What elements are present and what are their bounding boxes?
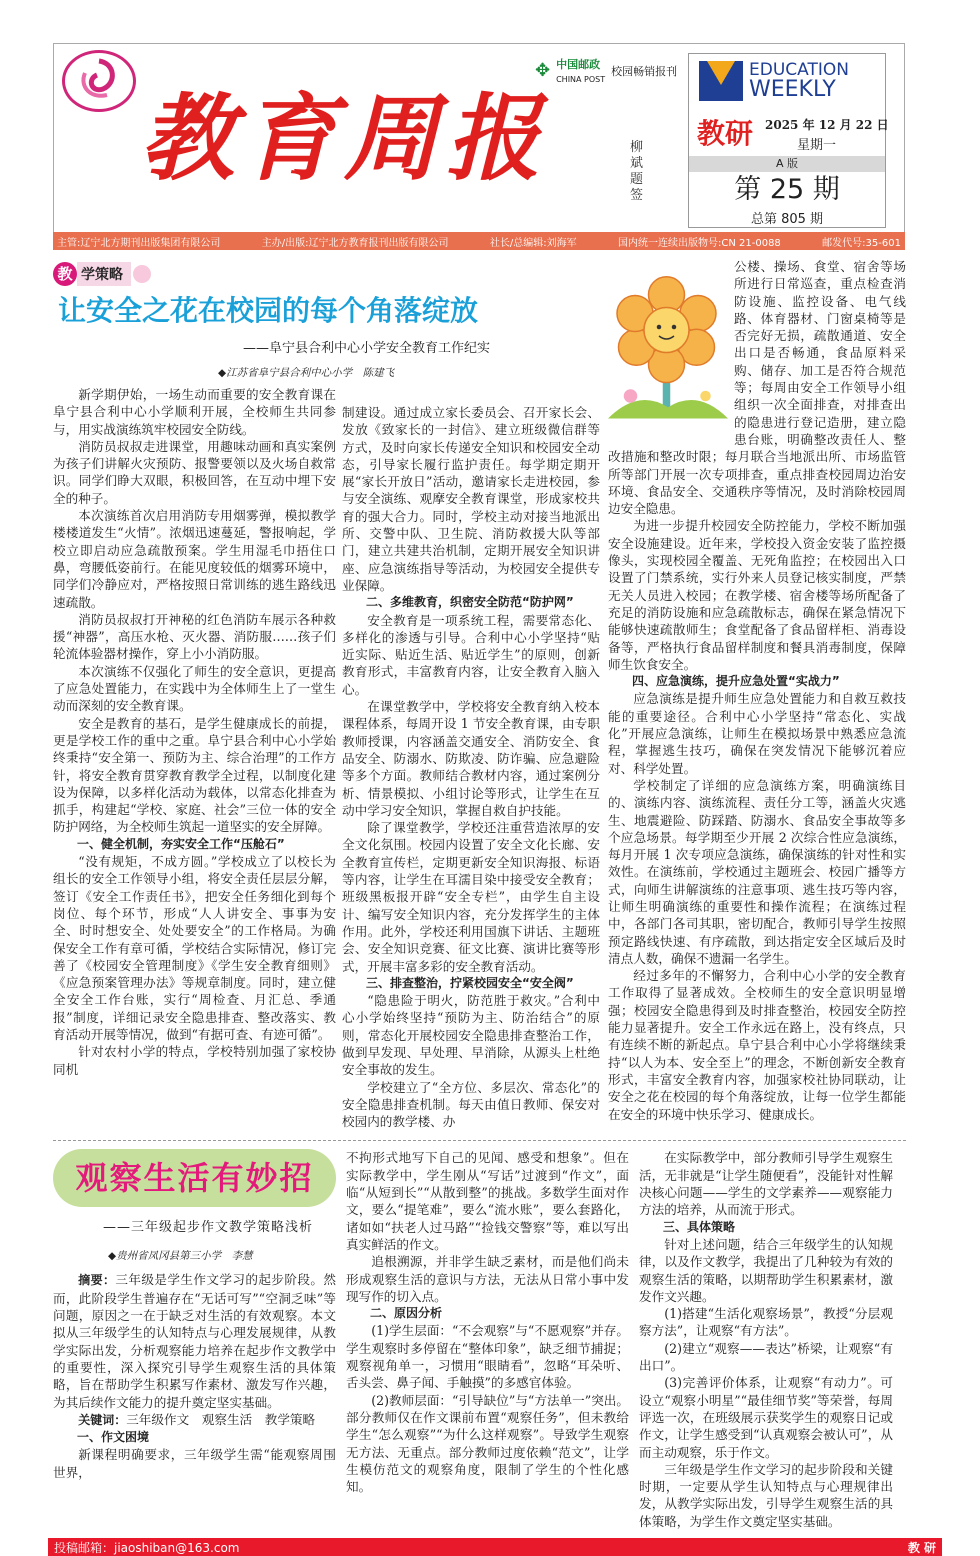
paragraph: 除了课堂教学，学校还注重营造浓厚的安全文化氛围。校园内设置了安全文化长廊、安全教育宣传栏，定期更新安全知识海报、标语等内容，让学生在耳濡目染中接受安全教育；班级黑板报开辟“安全专栏”，由学生自主设计、编写安全知识内容，充分发挥学生的主体作用。此外，学校还利用国旗下讲话、主题班会、安全知识竞赛、征文比赛、演讲比赛等形式，开展丰富多彩的安全教育活动。: [342, 820, 600, 974]
edition-label: A 版: [689, 156, 885, 172]
article2-column-2: [346, 1149, 629, 1495]
tag-text: 学策略: [77, 262, 131, 286]
paragraph: (1)搭建“生活化观察场景”，教授“分层观察方法”，让观察“有方法”。: [639, 1306, 893, 1339]
footer-bar: [48, 1538, 942, 1556]
section-heading: 三、具体策略: [663, 1219, 736, 1234]
abstract-text: 三年级是学生作文学习的起步阶段。然而，此阶段学生普遍存在“无话可写”“空洞乏味”等问题，原因之一在于缺乏对生活的有效观察。本文拟从三年级学生的认知特点与心理发展规律，从教学实际出发，分析观察能力培养在起步作文教学中的重要性，深入探究引导学生观察生活的具体策略，旨在帮助学生积累写作素材、激发写作兴趣，为其后续作文能力的提升奠定坚实基础。: [53, 1272, 336, 1410]
submission-email: 投稿邮箱：jiaoshiban@163.com: [54, 1540, 240, 1555]
issue-box: [688, 53, 889, 228]
china-post-en: CHINA POST: [556, 75, 606, 84]
china-post-label: 中国邮政: [556, 58, 601, 71]
info-cn: 国内统一连续出版物号:CN 21-0088: [618, 237, 781, 249]
article1-column-3: [608, 258, 906, 1123]
section-heading: 一、健全机制，夯实安全工作“压舱石”: [77, 836, 285, 851]
section-heading: 四、应急演练，提升应急处置“实战力”: [632, 674, 840, 689]
section-heading: 二、原因分析: [370, 1306, 443, 1321]
info-editor: 社长/总编辑:刘海军: [489, 237, 577, 249]
weekday: 星期一: [797, 138, 837, 153]
column-tag: [53, 262, 600, 286]
education-weekly-logo: [699, 60, 849, 101]
section-heading: 三、排查整治，拧紧校园安全“安全阀”: [366, 975, 574, 990]
paragraph: 消防员叔叔打开神秘的红色消防车展示各种救援“神器”，高压水枪、灭火器、消防服……孩子们轮流体验器材操作，穿上小小消防服。: [53, 611, 336, 662]
paragraph: (1)学生层面：“不会观察”与“不愿观察”并存。学生观察时多停留在“整体印象”，缺乏细节捕捉；观察视角单一，习惯用“眼睛看”，忽略“耳朵听、舌头尝、鼻子闻、手触摸”的多感官体验。: [346, 1323, 629, 1391]
keywords: [53, 1411, 336, 1429]
article1-column-2: [342, 404, 600, 1130]
paragraph: 经过多年的不懈努力，合利中心小学的安全教育工作取得了显著成效。全校师生的安全意识明显增强；校园安全隐患得到及时排查整治，校园安全防控能力显著提升。安全工作永远在路上，没有终点，只有连续不断的新起点。阜宁县合利中心小学将继续秉持“以人为本、安全至上”的理念，不断创新安全教育形式，丰富安全教育内容，加强家校社协同联动，让安全之花在校园的每个角落绽放，让每一位学生都能在安全的环境中快乐学习、健康成长。: [608, 968, 906, 1122]
article2-subtitle: ——三年级起步作文教学策略浅析: [103, 1220, 314, 1236]
abstract: [53, 1271, 336, 1410]
article2-byline: ◆贵州省凤冈县第三小学 李慧: [108, 1250, 253, 1263]
page-body: [53, 258, 936, 1556]
award-logo: [62, 50, 136, 112]
paragraph: 本次演练不仅强化了师生的安全意识，更提高了应急处置能力，在实践中为全体师生上了一堂生动而深刻的安全教育课。: [53, 663, 336, 714]
article2-left: [53, 1149, 336, 1481]
keywords-label: 关键词：: [78, 1412, 127, 1427]
china-post-badge: [535, 56, 677, 85]
total-issue: 总第 805 期: [750, 212, 824, 227]
article2: [53, 1140, 906, 1530]
info-publisher: 主办/出版:辽宁北方教育报刊出版有限公司: [261, 237, 449, 249]
abstract-label: 摘要：: [78, 1273, 116, 1288]
keywords-text: 三年级作文 观察生活 教学策略: [126, 1411, 316, 1427]
tag-first-char: 教: [53, 262, 77, 286]
article1-byline: ◆江苏省阜宁县合利中心小学 陈建飞: [218, 367, 395, 379]
article1-subtitle: ——阜宁县合利中心小学安全教育工作纪实: [243, 341, 491, 356]
paragraph: 为进一步提升校园安全防控能力，学校不断加强安全设施建设。近年来，学校投入资金安装了监控摄像头，实现校园全覆盖、无死角监控；在校园出入口设置了门禁系统，实行外来人员登记核实制度，严禁无关人员进入校园；在教学楼、宿舍楼等场所配备了充足的消防设施和应急疏散标志，确保在紧急情况下能够快速疏散师生；食堂配备了食品留样柜、消毒设备等，严格执行食品留样制度和餐具消毒制度，保障师生饮食安全。: [608, 518, 906, 672]
paragraph: (2)教师层面：“引导缺位”与“方法单一”突出。部分教师仅在作文课前布置“观察任务”，但未教给学生“怎么观察”“为什么这样观察”。导致学生观察无方法、无重点。部分教师过度依赖“范文”，让学生模仿范文的观察角度，限制了学生的个性化感知。: [346, 1392, 629, 1495]
paragraph: 制建设。通过成立家长委员会、召开家长会、发放《致家长的一封信》、建立班级微信群等方式，及时向家长传递安全知识和校园安全动态，引导家长履行监护责任。每学期定期开展“家长开放日”活动，邀请家长走进校园，参与安全演练、观摩安全教育课堂，形成家校共育的强大合力。同时，学校主动对接当地派出所、交警中队、卫生院、消防救援大队等部门，建立共建共治机制，定期开展安全知识讲座、应急演练指导等活动，为校园安全提供专业保障。: [342, 405, 600, 593]
paragraph: 不拘形式地写下自己的见闻、感受和想象”。但在实际教学中，学生刚从“写话”过渡到“作文”，面临“从短到长”“从散到整”的挑战。多数学生面对作文，要么“提笔难”，要么“流水账”，要么套路化，诸如如“扶老人过马路”“捡钱交警察”等，难以写出真实鲜活的作文。: [346, 1150, 629, 1252]
article1: [53, 258, 906, 1130]
v-logo-icon: [699, 61, 743, 101]
article2-column-1: [53, 1271, 336, 1481]
paragraph: 追根溯源，并非学生缺乏素材，而是他们尚未形成观察生活的意识与方法，无法从日常小事中发现写作的切入点。: [346, 1254, 629, 1304]
paragraph: 针对农村小学的特点，学校特别加强了家校协同机: [53, 1044, 336, 1077]
footer-section: 教 研: [907, 1540, 936, 1555]
article1-column-1: [53, 386, 336, 1078]
article1-left: [53, 258, 600, 1130]
paragraph: 学校建立了“全方位、多层次、常态化”的安全隐患排查机制。每天由值日教师、保安对校园内的教学楼、办: [342, 1079, 600, 1130]
info-supervisor: 主管:辽宁北方期刊出版集团有限公司: [57, 237, 221, 249]
article2-title: 观察生活有妙招: [53, 1149, 336, 1207]
paragraph: 针对上述问题，结合三年级学生的认知规律，以及作文教学，我提出了几种较为有效的观察生活的策略，以期帮助学生积累素材，激发作文兴趣。: [639, 1236, 893, 1304]
award-logo-icon: [65, 53, 133, 109]
edu-line1: EDUCATION: [749, 60, 849, 80]
edu-line2: WEEKLY: [749, 77, 836, 102]
paragraph: “隐患险于明火，防范胜于救灾。”合利中心小学始终坚持“预防为主、防治结合”的原则，常态化开展校园安全隐患排查整治工作，做到早发现、早处理、早消除，从源头上杜绝安全事故的发生。: [342, 993, 600, 1078]
paragraph: 消防员叔叔走进课堂，用趣味动画和真实案例为孩子们讲解火灾预防、报警要领以及火场自救常识。同学们睁大双眼，积极回答，在互动中埋下安全的种子。: [53, 438, 336, 506]
newspaper-masthead: 教育周报: [140, 84, 549, 194]
tag-decoration: [133, 265, 151, 283]
paragraph: 公楼、操场、食堂、宿舍等场所进行日常巡查，重点检查消防设施、监控设备、电气线路、体育器材、门窗桌椅等是否完好无损，疏散通道、安全出口是否畅通，食品原料采购、储存、加工是否符合规范等；每周由安全工作领导小组组织一次全面排查，对排查出的隐患进行登记造册，建立隐患台账，明确整改责任人、整改措施和整改时限；每月联合当地派出所、市场监管所等部门开展一次专项排查，重点排查校园周边治安环境、食品安全、交通秩序等情况，及时消除校园周边安全隐患。: [608, 259, 906, 517]
paragraph: 安全是教育的基石，是学生健康成长的前提，更是学校工作的重中之重。阜宁县合利中心小学始终秉持“安全第一、预防为主、综合治理”的工作方针，将安全教育贯穿教育教学全过程，以制度化建设为保障，以多样化活动为载体，以常态化排查为抓手，构建起“学校、家庭、社会”三位一体的安全防护网络，为全校师生筑起一道坚实的安全屏障。: [53, 715, 336, 835]
calligrapher-signature: 柳斌题签: [630, 140, 644, 203]
paragraph: 应急演练是提升师生应急处置能力和自救互救技能的重要途径。合利中心小学坚持“常态化、实战化”开展应急演练，让师生在模拟场景中熟悉应急流程，掌握逃生技巧，确保在突发情况下能够沉着应对、科学处置。: [608, 691, 906, 776]
issue-number: 第 25 期: [734, 174, 840, 205]
article2-column-3: [639, 1149, 893, 1530]
paragraph: 新课程明确要求，三年级学生需“能观察周围世界，: [53, 1447, 336, 1480]
paragraph: 本次演练首次启用消防专用烟雾弹，模拟教学楼楼道发生“火情”。浓烟迅速蔓延，警报响起，学校立即启动应急疏散预案。学生用湿毛巾捂住口鼻，弯腰低姿前行。在能见度较低的烟雾环境中，同学们冷静应对，严格按照日常训练的逃生路线迅速疏散。: [53, 508, 336, 610]
paragraph: 安全教育是一项系统工程，需要常态化、多样化的渗透与引导。合利中心小学坚持“贴近实际、贴近生活、贴近学生”的原则，创新教育形式，丰富教育内容，让安全教育入脑入心。: [342, 612, 600, 697]
paragraph: 学校制定了详细的应急演练方案，明确演练目的、演练内容、演练流程、责任分工等，涵盖火灾逃生、地震避险、防踩踏、防溺水、食品安全事故等多个应急场景。每学期至少开展 2 次综合性应急演练，每月开展 1 次专项应急演练，确保演练的针对性和实效性。在演练前，学校通过主题班会、校园广播等方式，向师生讲解演练的注意事项、逃生技巧等内容，让师生明确演练的重要性和操作流程；在演练过程中，各部门各司其职，密切配合，教师引导学生按照预定路线快速、有序疏散，到达指定安全区域后及时清点人数，确保不遗漏一名学生。: [608, 777, 906, 966]
info-postal-code: 邮发代号:35-601: [822, 237, 901, 249]
paragraph: 在实际教学中，部分教师引导学生观察生活，无非就是“让学生随便看”，没能针对性解决核心问题——学生的文学素养——观察能力方法的培养，从而流于形式。: [639, 1150, 893, 1218]
issue-date: 2025 年 12 月 22 日: [765, 118, 889, 132]
flower-illustration: [608, 258, 728, 438]
section-heading: 二、多维教育，织密安全防范“防护网”: [366, 595, 574, 610]
section-heading: 一、作文困境: [77, 1430, 150, 1445]
publisher-info-bar: [53, 232, 905, 250]
paragraph: 在课堂教学中，学校将安全教育纳入校本课程体系，每周开设 1 节安全教育课，由专职教师授课，内容涵盖交通安全、消防安全、食品安全、防溺水、防欺凌、防诈骗、应急避险等多个方面。教师结合教材内容，通过案例分析、情景模拟、小组讨论等形式，让学生在互动中学习安全知识，掌握自救自护技能。: [342, 699, 600, 818]
paragraph: 三年级是学生作文学习的起步阶段和关键时期，一定要从学生认知特点与心理规律出发，从教学实际出发，引导学生观察生活的具体策略，为学生作文奠定坚实基础。: [639, 1461, 893, 1529]
article1-title: 让安全之花在校园的每个角落绽放: [58, 294, 479, 327]
section-label: 教研: [697, 117, 754, 150]
paragraph: “没有规矩，不成方圆。”学校成立了以校长为组长的安全工作领导小组，将安全责任层层分解，签订《安全工作责任书》，把安全任务细化到每个岗位、每个环节，形成“人人讲安全、事事为安全、时时想安全、处处要安全”的工作格局。为确保安全工作有章可循，学校结合实际情况，修订完善了《校园安全管理制度》《学生安全教育细则》《应急预案管理办法》等规章制度。同时，建立健全安全工作台账，实行“周检查、月汇总、季通报”制度，详细记录安全隐患排查、整改落实、教育活动开展等情况，做到“有据可查、有迹可循”。: [53, 854, 336, 1042]
paragraph: 新学期伊始，一场生动而重要的安全教育课在阜宁县合利中心小学顺利开展，全校师生共同参与，用实战演练筑牢校园安全防线。: [53, 387, 336, 437]
post-slogan: 校园畅销报刊: [611, 64, 678, 78]
china-post-icon: ✥: [535, 60, 551, 81]
paragraph: (3)完善评价体系，让观察“有动力”。可设立“观察小明星”“最佳细节奖”等荣誉，每周评选一次，在班级展示获奖学生的观察日记或作文，让学生感受到“认真观察会被认可”，从而主动观察，乐于作文。: [639, 1375, 893, 1460]
paragraph: (2)建立“观察——表达”桥梁，让观察“有出口”。: [639, 1340, 893, 1374]
